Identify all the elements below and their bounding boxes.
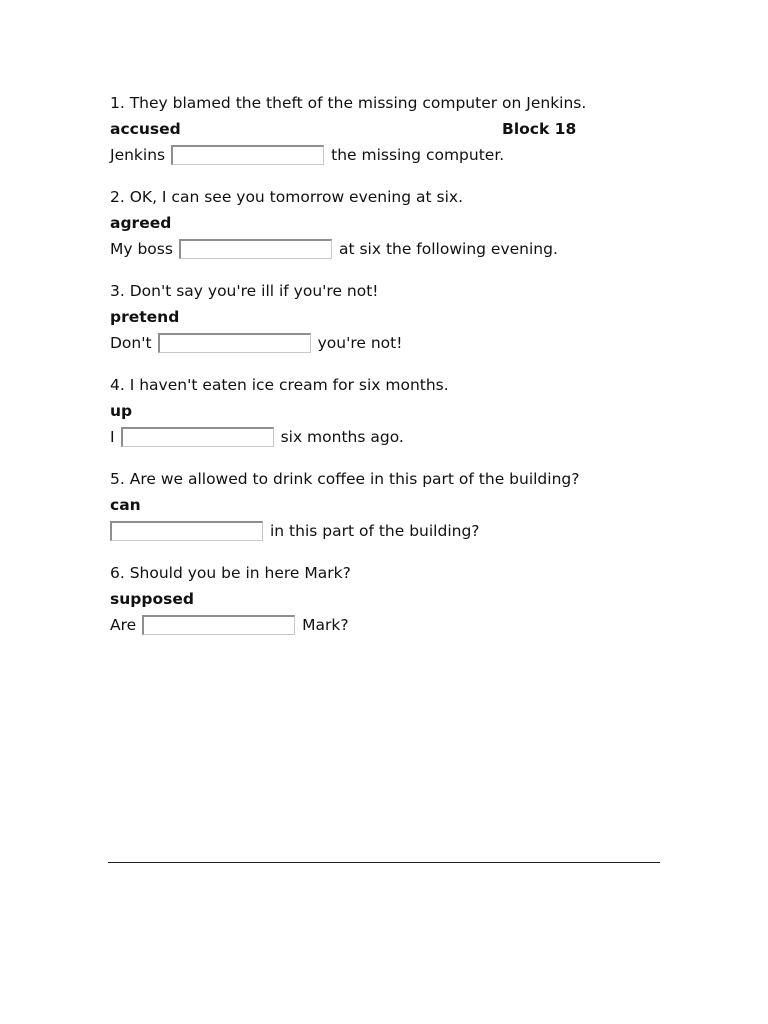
exercise-1 — [110, 92, 660, 168]
keyword-row — [110, 400, 660, 422]
answer-prefix: Jenkins — [110, 146, 166, 164]
answer-row — [110, 424, 660, 450]
answer-input-3[interactable] — [158, 333, 311, 353]
prompt-sentence: 4. I haven't eaten ice cream for six months. — [110, 376, 449, 394]
keyword-row — [110, 494, 660, 516]
footer-divider — [108, 862, 660, 863]
answer-suffix: the missing computer. — [331, 146, 505, 164]
prompt-sentence: 6. Should you be in here Mark? — [110, 564, 351, 582]
keyword: supposed — [110, 590, 194, 608]
block-label: Block 18 — [502, 120, 577, 138]
answer-input-4[interactable] — [121, 427, 274, 447]
keyword-row — [110, 306, 660, 328]
answer-suffix: you're not! — [317, 334, 403, 352]
answer-input-2[interactable] — [179, 239, 332, 259]
exercise-2 — [110, 186, 660, 262]
exercise-3 — [110, 280, 660, 356]
answer-row — [110, 236, 660, 262]
exercise-5 — [110, 468, 660, 544]
prompt-sentence: 2. OK, I can see you tomorrow evening at six. — [110, 188, 463, 206]
answer-row — [110, 330, 660, 356]
exercise-4 — [110, 374, 660, 450]
answer-prefix: Don't — [110, 334, 152, 352]
answer-input-5[interactable] — [110, 521, 263, 541]
keyword-row — [110, 212, 660, 234]
prompt-sentence: 3. Don't say you're ill if you're not! — [110, 282, 379, 300]
keyword: agreed — [110, 214, 172, 232]
answer-suffix: in this part of the building? — [270, 522, 480, 540]
answer-input-6[interactable] — [142, 615, 295, 635]
keyword: can — [110, 496, 141, 514]
keyword-row — [110, 118, 660, 140]
keyword-row — [110, 588, 660, 610]
answer-row — [110, 142, 660, 168]
answer-input-1[interactable] — [171, 145, 324, 165]
exercise-6 — [110, 562, 660, 638]
prompt-sentence: 5. Are we allowed to drink coffee in this part of the building? — [110, 470, 580, 488]
answer-suffix: Mark? — [302, 616, 349, 634]
answer-row — [110, 612, 660, 638]
keyword: up — [110, 402, 133, 420]
keyword: pretend — [110, 308, 180, 326]
answer-prefix: My boss — [110, 240, 173, 258]
prompt-sentence: 1. They blamed the theft of the missing computer on Jenkins. — [110, 94, 587, 112]
answer-suffix: six months ago. — [280, 428, 404, 446]
answer-prefix: I — [110, 428, 115, 446]
answer-row — [110, 518, 660, 544]
keyword: accused — [110, 120, 181, 138]
worksheet — [110, 92, 660, 656]
answer-prefix: Are — [110, 616, 137, 634]
answer-suffix: at six the following evening. — [338, 240, 558, 258]
